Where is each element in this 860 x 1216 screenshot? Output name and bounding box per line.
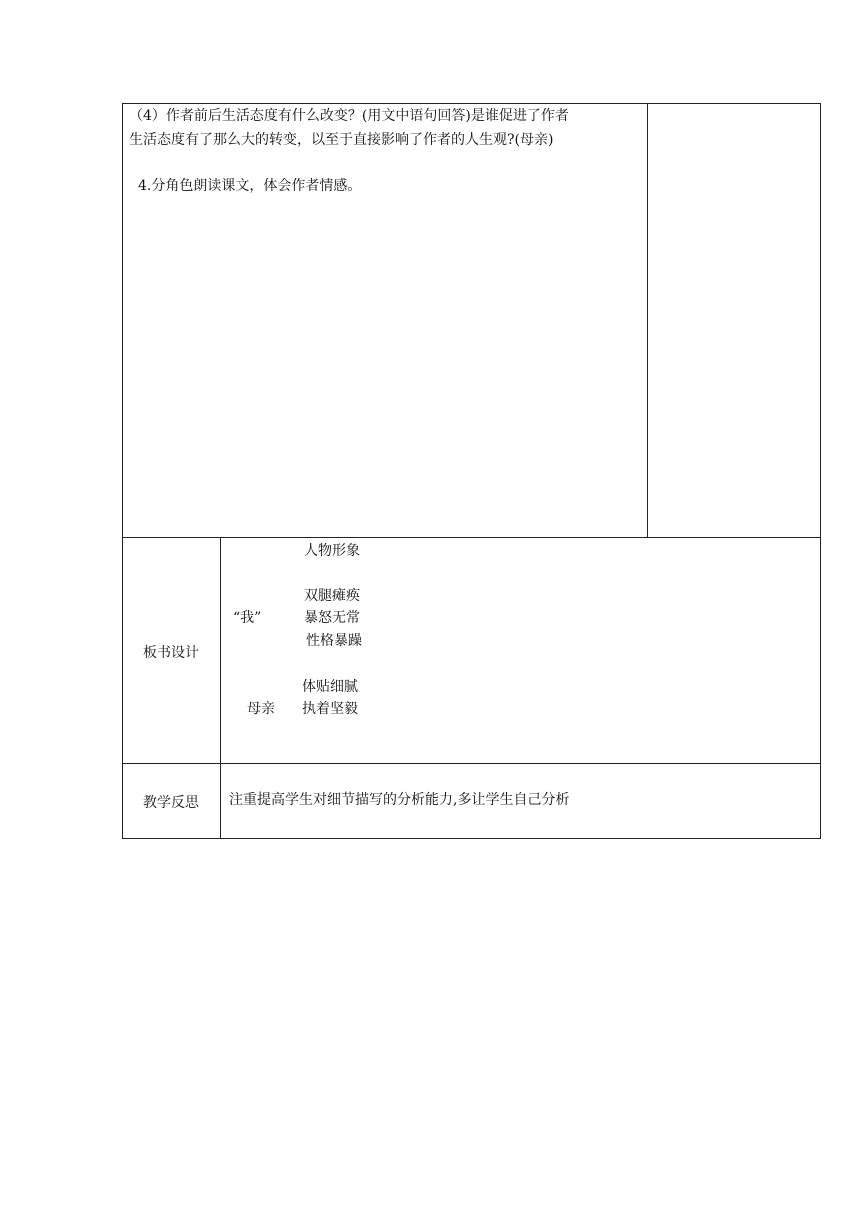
mother-trait-1: 体贴细腻 [302, 679, 358, 695]
board-heading: 人物形象 [304, 543, 360, 559]
mother-label: 母亲 [247, 701, 275, 717]
table-border-left [122, 103, 123, 839]
table-border-top [122, 103, 821, 104]
board-design-label: 板书设计 [143, 645, 199, 661]
reflection-label: 教学反思 [143, 795, 199, 811]
top-row-column-divider [647, 103, 648, 537]
question-text-line-2: 生活态度有了那么大的转变，以至于直接影响了作者的人生观?(母亲) [129, 132, 554, 148]
me-label: “我” [233, 610, 262, 626]
me-trait-1: 双腿瘫痪 [304, 588, 360, 604]
question-text-line-1: （4）作者前后生活态度有什么改变？(用文中语句回答)是谁促进了作者 [129, 108, 569, 124]
label-column-divider [220, 537, 221, 838]
me-trait-3: 性格暴躁 [306, 633, 362, 649]
step-4-text: 4.分角色朗读课文，体会作者情感。 [138, 178, 362, 194]
table-border-right [820, 103, 821, 839]
me-trait-2: 暴怒无常 [304, 610, 360, 626]
row-divider-2 [122, 763, 821, 764]
mother-trait-2: 执着坚毅 [302, 701, 358, 717]
row-divider-1 [122, 537, 821, 538]
reflection-text: 注重提高学生对细节描写的分析能力,多让学生自己分析 [229, 792, 570, 808]
table-border-bottom [122, 838, 821, 839]
